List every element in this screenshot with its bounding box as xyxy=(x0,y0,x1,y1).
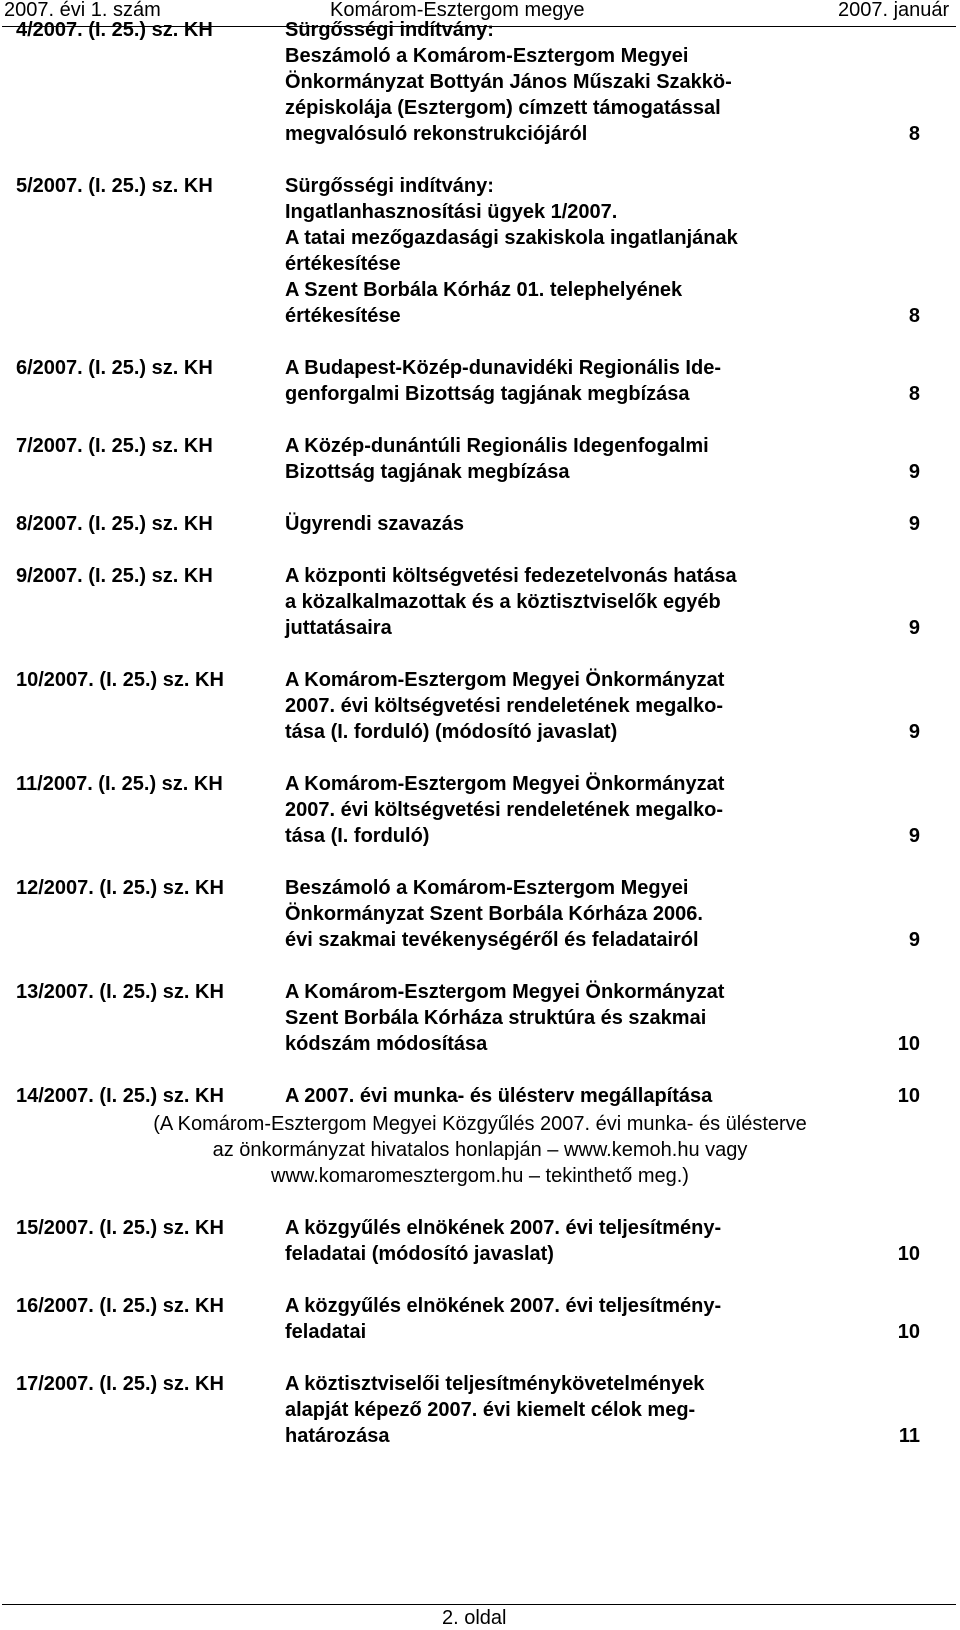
entry-row xyxy=(0,927,960,953)
page-reference: 9 xyxy=(908,617,920,639)
footer-rule xyxy=(2,1604,956,1605)
note-line: www.komaromesztergom.hu – tekinthető meg.) xyxy=(271,1165,689,1187)
resolution-number: 5/2007. (I. 25.) sz. KH xyxy=(16,175,213,197)
resolution-title-line: Sürgősségi indítvány: xyxy=(285,19,494,41)
page-reference: 11 xyxy=(898,1425,920,1447)
entry-note xyxy=(0,1111,960,1189)
header-county: Komárom-Esztergom megye xyxy=(330,0,585,21)
page-reference: 9 xyxy=(908,929,920,951)
entry-row xyxy=(0,355,960,381)
resolution-entry xyxy=(0,173,960,329)
resolution-title-line: értékesítése xyxy=(285,305,401,327)
resolution-number: 15/2007. (I. 25.) sz. KH xyxy=(16,1217,224,1239)
resolution-title-line: Beszámoló a Komárom-Esztergom Megyei xyxy=(285,45,689,67)
note-line: (A Komárom-Esztergom Megyei Közgyűlés 2007. évi munka- és ülésterve xyxy=(153,1113,807,1135)
page-reference: 10 xyxy=(897,1033,920,1055)
resolution-entry xyxy=(0,511,960,537)
resolution-title-line: Ügyrendi szavazás xyxy=(285,513,464,535)
resolution-title-line: megvalósuló rekonstrukciójáról xyxy=(285,123,588,145)
resolution-title-line: A tatai mezőgazdasági szakiskola ingatlanjának xyxy=(285,227,738,249)
header-issue: 2007. évi 1. szám xyxy=(4,0,161,21)
page-reference: 9 xyxy=(908,825,920,847)
entry-row xyxy=(0,1241,960,1267)
resolution-title-line: a közalkalmazottak és a köztisztviselők egyéb xyxy=(285,591,721,613)
entry-row xyxy=(0,1083,960,1109)
entry-row xyxy=(0,277,960,303)
resolution-title-line: értékesítése xyxy=(285,253,401,275)
resolution-number: 7/2007. (I. 25.) sz. KH xyxy=(16,435,213,457)
resolution-title-line: A köztisztviselői teljesítménykövetelmények xyxy=(285,1373,705,1395)
entry-row xyxy=(0,303,960,329)
entry-row xyxy=(0,251,960,277)
resolution-title-line: alapját képező 2007. évi kiemelt célok meg- xyxy=(285,1399,696,1421)
entry-row xyxy=(0,511,960,537)
resolution-number: 10/2007. (I. 25.) sz. KH xyxy=(16,669,224,691)
resolution-list xyxy=(0,17,960,1475)
entry-row xyxy=(0,1293,960,1319)
entry-row xyxy=(0,563,960,589)
resolution-entry xyxy=(0,771,960,849)
page-reference: 8 xyxy=(908,305,920,327)
resolution-title-line: 2007. évi költségvetési rendeletének megalko- xyxy=(285,695,723,717)
resolution-number: 8/2007. (I. 25.) sz. KH xyxy=(16,513,213,535)
resolution-title-line: A 2007. évi munka- és ülésterv megállapítása xyxy=(285,1085,713,1107)
resolution-title-line: tása (I. forduló) xyxy=(285,825,430,847)
entry-row xyxy=(0,797,960,823)
entry-row xyxy=(0,95,960,121)
resolution-number: 11/2007. (I. 25.) sz. KH xyxy=(16,773,223,795)
resolution-title-line: juttatásaira xyxy=(285,617,392,639)
entry-row xyxy=(0,199,960,225)
entry-row xyxy=(0,875,960,901)
entry-row xyxy=(0,121,960,147)
resolution-number: 6/2007. (I. 25.) sz. KH xyxy=(16,357,213,379)
resolution-entry xyxy=(0,1083,960,1109)
entry-row xyxy=(0,1005,960,1031)
entry-row xyxy=(0,433,960,459)
resolution-title-line: kódszám módosítása xyxy=(285,1033,488,1055)
resolution-title-line: A Közép-dunántúli Regionális Idegenfogalmi xyxy=(285,435,709,457)
resolution-title-line: Beszámoló a Komárom-Esztergom Megyei xyxy=(285,877,689,899)
resolution-title-line: A Komárom-Esztergom Megyei Önkormányzat xyxy=(285,773,725,795)
resolution-entry xyxy=(0,875,960,953)
resolution-title-line: A közgyűlés elnökének 2007. évi teljesítmény- xyxy=(285,1295,722,1317)
resolution-number: 4/2007. (I. 25.) sz. KH xyxy=(16,19,213,41)
entry-row xyxy=(0,43,960,69)
entry-row xyxy=(0,173,960,199)
entry-row xyxy=(0,459,960,485)
resolution-entry xyxy=(0,1371,960,1449)
page-reference: 10 xyxy=(897,1321,920,1343)
resolution-entry xyxy=(0,667,960,745)
page-reference: 9 xyxy=(908,721,920,743)
entry-row xyxy=(0,69,960,95)
page-reference: 8 xyxy=(908,383,920,405)
entry-row xyxy=(0,225,960,251)
page-number: 2. oldal xyxy=(442,1607,507,1629)
resolution-title-line: A központi költségvetési fedezetelvonás hatása xyxy=(285,565,737,587)
entry-row xyxy=(0,381,960,407)
resolution-title-line: Sürgősségi indítvány: xyxy=(285,175,494,197)
resolution-title-line: A Komárom-Esztergom Megyei Önkormányzat xyxy=(285,981,725,1003)
resolution-number: 14/2007. (I. 25.) sz. KH xyxy=(16,1085,224,1107)
resolution-number: 17/2007. (I. 25.) sz. KH xyxy=(16,1373,224,1395)
header-date: 2007. január xyxy=(838,0,950,21)
entry-row xyxy=(0,667,960,693)
page-reference: 8 xyxy=(908,123,920,145)
page-reference: 9 xyxy=(908,461,920,483)
entry-row xyxy=(0,17,960,43)
page-reference: 10 xyxy=(897,1085,920,1107)
resolution-entry xyxy=(0,1293,960,1345)
entry-row xyxy=(0,1319,960,1345)
resolution-title-line: A Komárom-Esztergom Megyei Önkormányzat xyxy=(285,669,725,691)
resolution-title-line: 2007. évi költségvetési rendeletének megalko- xyxy=(285,799,723,821)
resolution-entry xyxy=(0,433,960,485)
resolution-title-line: feladatai (módosító javaslat) xyxy=(285,1243,554,1265)
resolution-title-line: tása (I. forduló) (módosító javaslat) xyxy=(285,721,618,743)
entry-row xyxy=(0,719,960,745)
resolution-number: 12/2007. (I. 25.) sz. KH xyxy=(16,877,224,899)
entry-row xyxy=(0,1423,960,1449)
resolution-number: 13/2007. (I. 25.) sz. KH xyxy=(16,981,224,1003)
resolution-title-line: zépiskolája (Esztergom) címzett támogatással xyxy=(285,97,721,119)
entry-row xyxy=(0,979,960,1005)
entry-row xyxy=(0,771,960,797)
resolution-title-line: Ingatlanhasznosítási ügyek 1/2007. xyxy=(285,201,618,223)
resolution-title-line: határozása xyxy=(285,1425,390,1447)
resolution-title-line: genforgalmi Bizottság tagjának megbízása xyxy=(285,383,690,405)
entry-row xyxy=(0,901,960,927)
resolution-title-line: A Szent Borbála Kórház 01. telephelyének xyxy=(285,279,683,301)
entry-row xyxy=(0,1031,960,1057)
resolution-title-line: Önkormányzat Bottyán János Műszaki Szakkö- xyxy=(285,71,732,93)
resolution-title-line: évi szakmai tevékenységéről és feladatairól xyxy=(285,929,699,951)
resolution-entry xyxy=(0,563,960,641)
resolution-entry xyxy=(0,355,960,407)
entry-row xyxy=(0,1371,960,1397)
resolution-title-line: A közgyűlés elnökének 2007. évi teljesítmény- xyxy=(285,1217,722,1239)
resolution-title-line: A Budapest-Közép-dunavidéki Regionális Ide- xyxy=(285,357,721,379)
resolution-title-line: Bizottság tagjának megbízása xyxy=(285,461,570,483)
note-line: az önkormányzat hivatalos honlapján – www.kemoh.hu vagy xyxy=(212,1139,748,1161)
entry-row xyxy=(0,615,960,641)
resolution-title-line: feladatai xyxy=(285,1321,367,1343)
resolution-entry xyxy=(0,979,960,1057)
resolution-number: 9/2007. (I. 25.) sz. KH xyxy=(16,565,213,587)
entry-row xyxy=(0,589,960,615)
page-reference: 10 xyxy=(897,1243,920,1265)
resolution-entry xyxy=(0,17,960,147)
resolution-title-line: Szent Borbála Kórháza struktúra és szakmai xyxy=(285,1007,707,1029)
entry-row xyxy=(0,823,960,849)
resolution-entry xyxy=(0,1215,960,1267)
entry-row xyxy=(0,1397,960,1423)
resolution-number: 16/2007. (I. 25.) sz. KH xyxy=(16,1295,224,1317)
page-reference: 9 xyxy=(908,513,920,535)
entry-row xyxy=(0,1215,960,1241)
resolution-title-line: Önkormányzat Szent Borbála Kórháza 2006. xyxy=(285,903,703,925)
entry-row xyxy=(0,693,960,719)
